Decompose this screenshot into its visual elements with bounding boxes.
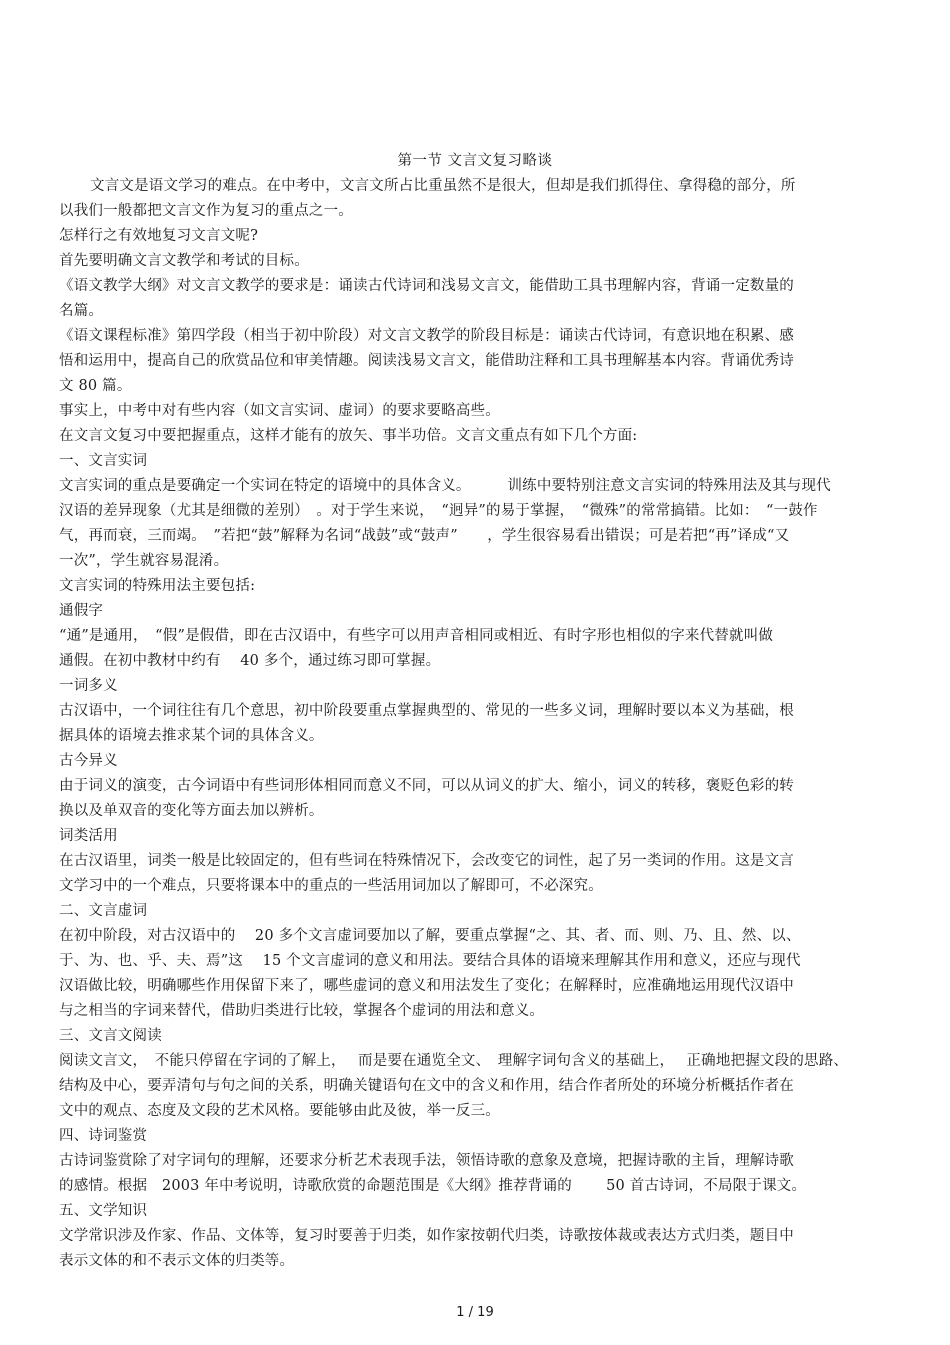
section-heading: 五、文学知识 [59, 1203, 148, 1219]
text-line: 文中的观点、态度及文段的艺术风格。要能够由此及彼，举一反三。 [59, 1103, 500, 1119]
text-line: 以我们一般都把文言文作为复习的重点之一。 [59, 203, 353, 219]
text-line: 《语文课程标准》第四学段（相当于初中阶段）对文言文教学的阶段目标是：诵读古代诗词，有意识地在积累、感 [59, 328, 794, 344]
text-line: 于、为、也、乎、夫、焉”这 15 个文言虚词的意义和用法。要结合具体的语境来理解其作用和意义，还应与现代 [59, 953, 801, 969]
text-line: 气，再而衰，三而竭。 ”若把“鼓”解释为名词“战鼓”或“鼓声” ，学生很容易看出错误；可是若把“再”译成“又 [59, 528, 790, 544]
text-line: 据具体的语境去推求某个词的具体含义。 [59, 728, 324, 744]
text-line: 阅读文言文， 不能只停留在字词的了解上， 而是要在通览全文、 理解字词句含义的基础上， 正确地把握文段的思路、 [59, 1053, 849, 1069]
text-line: 悟和运用中，提高自己的欣赏品位和审美情趣。阅读浅易文言文，能借助注释和工具书理解基本内容。背诵优秀诗 [59, 353, 794, 369]
text-line: 与之相当的字词来替代，借助归类进行比较，掌握各个虚词的用法和意义。 [59, 1003, 545, 1019]
section-heading: 四、诗词鉴赏 [59, 1128, 148, 1144]
text-line: 《语文教学大纲》对文言文教学的要求是：诵读古代诗词和浅易文言文，能借助工具书理解内容，背诵一定数量的 [59, 278, 794, 294]
text-line: 首先要明确文言文教学和考试的目标。 [59, 253, 309, 269]
text-line: 在文言文复习中要把握重点，这样才能有的放矢、事半功倍。文言文重点有如下几个方面: [59, 428, 638, 444]
text-line: 通假。在初中教材中约有 40 多个，通过练习即可掌握。 [59, 653, 441, 669]
text-line: “通”是通用， “假”是假借，即在古汉语中，有些字可以用声音相同或相近、有时字形也相似的字来代替就叫做 [59, 628, 774, 644]
sub-heading: 词类活用 [59, 828, 118, 844]
text-line: 文 80 篇。 [59, 378, 132, 394]
text-line: 名篇。 [59, 303, 104, 319]
text-line: 换以及单双音的变化等方面去加以辨析。 [59, 803, 324, 819]
sub-heading: 通假字 [59, 603, 104, 619]
text-line: 由于词义的演变，古今词语中有些词形体相同而意义不同，可以从词义的扩大、缩小，词义的转移，褒贬色彩的转 [59, 778, 794, 794]
text-line: 一次”，学生就容易混淆。 [59, 553, 229, 569]
text-line: 古诗词鉴赏除了对字词句的理解，还要求分析艺术表现手法，领悟诗歌的意象及意境，把握诗歌的主旨，理解诗歌 [59, 1153, 794, 1169]
section-heading: 一、文言实词 [59, 453, 148, 469]
section-heading: 三、文言文阅读 [59, 1028, 162, 1044]
text-line: 事实上，中考中对有些内容（如文言实词、虚词）的要求要略高些。 [59, 403, 500, 419]
text-line: 的感情。根据 2003 年中考说明，诗歌欣赏的命题范围是《大纲》推荐背诵的 50 首古诗词，不局限于课文。 [59, 1178, 807, 1194]
text-line: 汉语的差异现象（尤其是细微的差别） 。对于学生来说， “迥异”的易于掌握， “微殊”的常常搞错。比如： “一鼓作 [59, 503, 818, 519]
page-number: 1 / 19 [456, 1305, 494, 1320]
sub-heading: 古今异义 [59, 753, 118, 769]
text-line: 怎样行之有效地复习文言文呢? [59, 228, 259, 244]
text-line: 文言文是语文学习的难点。在中考中，文言文所占比重虽然不是很大，但却是我们抓得住、拿得稳的部分，所 [90, 178, 796, 194]
section-heading: 二、文言虚词 [59, 903, 148, 919]
text-line: 汉语做比较，明确哪些作用保留下来了，哪些虚词的意义和用法发生了变化；在解释时，应准确地运用现代汉语中 [59, 978, 794, 994]
body-text [59, 174, 919, 1274]
text-line: 文学常识涉及作家、作品、文体等，复习时要善于归类，如作家按朝代归类，诗歌按体裁或表达方式归类，题目中 [59, 1228, 794, 1244]
text-line: 在古汉语里，词类一般是比较固定的，但有些词在特殊情况下，会改变它的词性，起了另一类词的作用。这是文言 [59, 853, 794, 869]
text-line: 文学习中的一个难点，只要将课本中的重点的一些活用词加以了解即可，不必深究。 [59, 878, 603, 894]
text-line: 在初中阶段，对古汉语中的 20 多个文言虚词要加以了解，要重点掌握“之、其、者、而、则、乃、且、然、以、 [59, 928, 801, 944]
sub-heading: 一词多义 [59, 678, 118, 694]
section-title: 第一节 文言文复习略谈 [397, 153, 553, 169]
text-line: 结构及中心，要弄清句与句之间的关系，明确关键语句在文中的含义和作用，结合作者所处的环境分析概括作者在 [59, 1078, 794, 1094]
text-line: 文言实词的特殊用法主要包括: [59, 578, 256, 594]
text-line: 表示文体的和不表示文体的归类等。 [59, 1253, 295, 1269]
text-line: 古汉语中，一个词往往有几个意思，初中阶段要重点掌握典型的、常见的一些多义词，理解时要以本义为基础，根 [59, 703, 794, 719]
text-line: 文言实词的重点是要确定一个实词在特定的语境中的具体含义。 训练中要特别注意文言实词的特殊用法及其与现代 [59, 478, 831, 494]
